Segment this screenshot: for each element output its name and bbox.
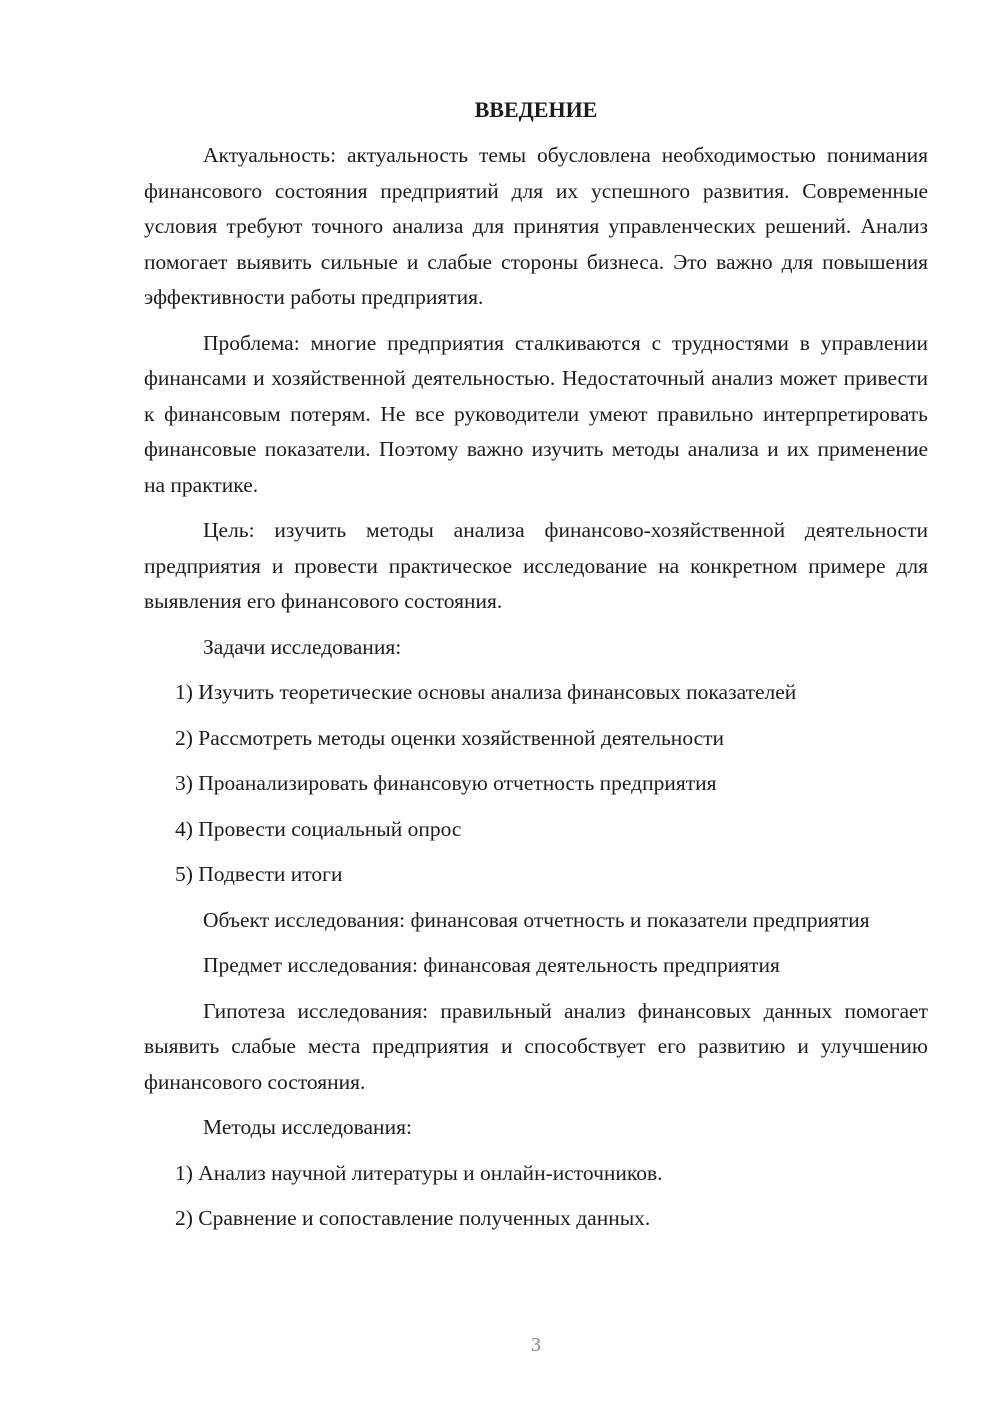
paragraph-subject: Предмет исследования: финансовая деятельность предприятия bbox=[203, 953, 780, 977]
methods-list bbox=[144, 1156, 928, 1237]
page-number: 3 bbox=[531, 1334, 541, 1356]
tasks-title: Задачи исследования: bbox=[203, 634, 402, 659]
list-item: 1) Анализ научной литературы и онлайн-источников. bbox=[175, 1160, 663, 1185]
list-item: 1) Изучить теоретические основы анализа финансовых показателей bbox=[175, 680, 797, 704]
paragraph-hypothesis: Гипотеза исследования: правильный анализ финансовых данных помогает выявить слабые места предприятия и способствует его развитию и улучшению финансового состояния. bbox=[144, 998, 928, 1094]
tasks-list bbox=[144, 675, 928, 893]
paragraph-problem: Проблема: многие предприятия сталкиваются с трудностями в управлении финансами и хозяйственной деятельностью. Недостаточный анализ может привести к финансовым потерям. Не все руководители умеют правильно интерпретировать финансовые показатели. Поэтому важно изучить методы анализа и их применение на практике. bbox=[144, 330, 928, 497]
paragraph-goal: Цель: изучить методы анализа финансово-хозяйственной деятельности предприятия и провести практическое исследование на конкретном примере для выявления его финансового состояния. bbox=[144, 518, 928, 613]
page-title: ВВЕДЕНИЕ bbox=[474, 97, 598, 122]
list-item: 3) Проанализировать финансовую отчетность предприятия bbox=[175, 771, 717, 795]
list-item: 2) Рассмотреть методы оценки хозяйственной деятельности bbox=[175, 725, 725, 750]
list-item: 2) Сравнение и сопоставление полученных данных. bbox=[175, 1206, 651, 1230]
list-item: 4) Провести социальный опрос bbox=[175, 816, 462, 841]
paragraph-relevance: Актуальность: актуальность темы обусловлена необходимостью понимания финансового состояния предприятий для их успешного развития. Современные условия требуют точного анализа для принятия управленческих решений. Анализ помогает выявить сильные и слабые стороны бизнеса. Это важно для повышения эффективности работы предприятия. bbox=[144, 143, 928, 309]
page-content bbox=[144, 96, 928, 1247]
list-item: 5) Подвести итоги bbox=[175, 862, 343, 886]
methods-title: Методы исследования: bbox=[203, 1115, 412, 1139]
paragraph-object: Объект исследования: финансовая отчетность и показатели предприятия bbox=[203, 907, 870, 932]
